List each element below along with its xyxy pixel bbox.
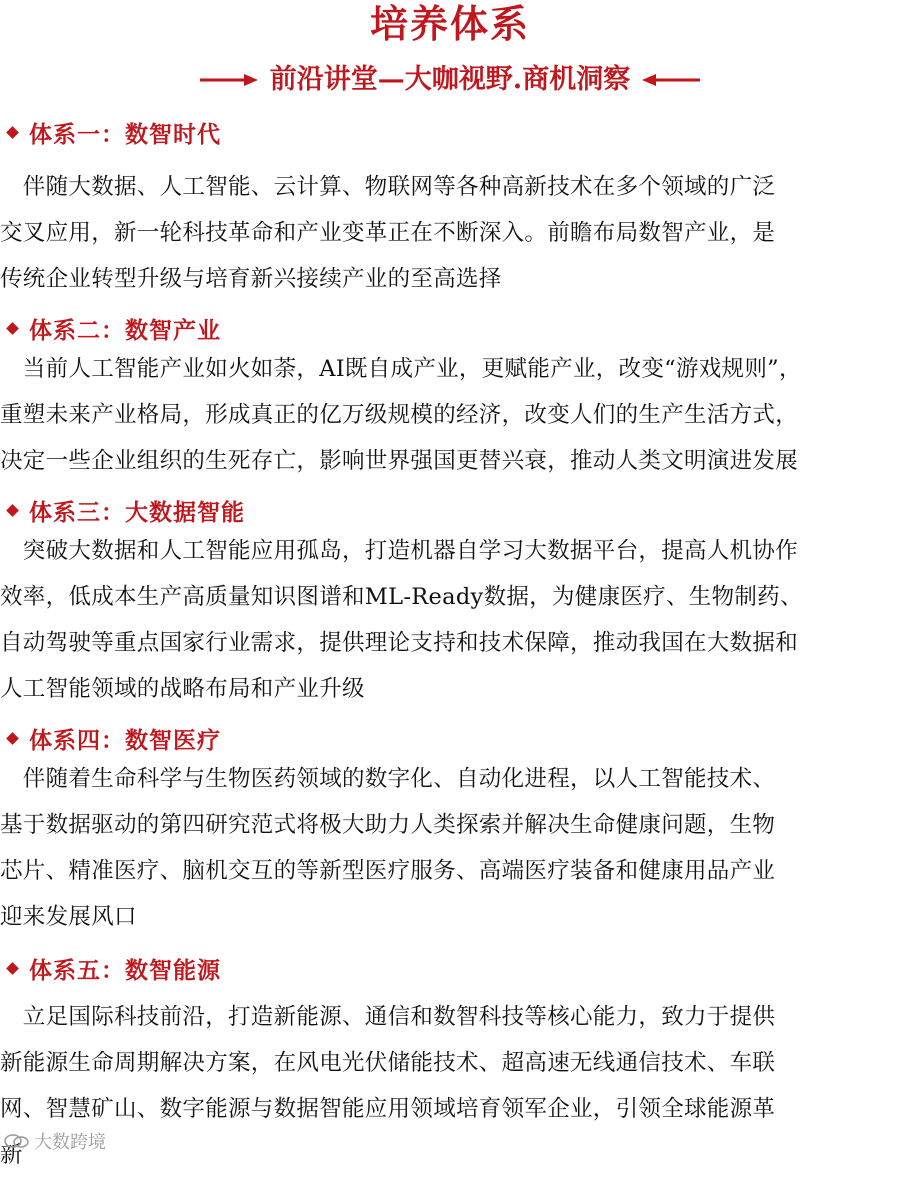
paragraph-line: 网、智慧矿山、数字能源与数据智能应用领域培育领军企业，引领全球能源革 [0, 1096, 776, 1122]
section-heading [0, 950, 900, 986]
subtitle-row [0, 60, 900, 100]
page-title: 培养体系 [369, 1, 530, 46]
page-subtitle: 前沿讲堂—大咖视野.商机洞察 [269, 64, 631, 95]
watermark-text: 大数跨境 [34, 1132, 106, 1153]
diamond-bullet-icon [6, 504, 19, 517]
paragraph-line: 传统企业转型升级与培育新兴接续产业的至高选择 [0, 266, 502, 292]
paragraph-line: 人工智能领域的战略布局和产业升级 [0, 676, 365, 702]
section-2 [0, 310, 900, 484]
arrow-right-icon [200, 73, 258, 87]
diamond-bullet-icon [6, 962, 19, 975]
section-5 [0, 950, 900, 1178]
section-heading-text: 体系二：数智产业 [29, 316, 221, 344]
diamond-bullet-icon [6, 126, 19, 139]
paragraph-line: 决定一些企业组织的生死存亡，影响世界强国更替兴衰，推动人类文明演进发展 [0, 448, 799, 474]
section-heading [0, 310, 900, 346]
diamond-bullet-icon [6, 732, 19, 745]
wechat-icon [4, 1133, 30, 1149]
section-heading [0, 492, 900, 528]
diamond-bullet-icon [6, 322, 19, 335]
section-heading [0, 720, 900, 756]
paragraph-line: 基于数据驱动的第四研究范式将极大助力人类探索并解决生命健康问题，生物 [0, 812, 776, 838]
paragraph-line: 自动驾驶等重点国家行业需求，提供理论支持和技术保障，推动我国在大数据和 [0, 630, 799, 656]
watermark [4, 1128, 106, 1154]
paragraph-line: 伴随着生命科学与生物医药领域的数字化、自动化进程，以人工智能技术、 [0, 766, 776, 792]
section-heading-text: 体系五：数智能源 [29, 956, 221, 984]
section-heading-text: 体系一：数智时代 [29, 120, 221, 148]
paragraph-line: 芯片、精准医疗、脑机交互的等新型医疗服务、高端医疗装备和健康用品产业 [0, 858, 776, 884]
section-1 [0, 114, 900, 302]
section-heading-text: 体系四：数智医疗 [29, 726, 221, 754]
section-4 [0, 720, 900, 940]
paragraph-line: 效率，低成本生产高质量知识图谱和ML-Ready数据，为健康医疗、生物制药、 [0, 584, 803, 610]
paragraph-line: 伴随大数据、人工智能、云计算、物联网等各种高新技术在多个领域的广泛 [0, 174, 776, 200]
section-heading [0, 114, 900, 150]
paragraph-line: 突破大数据和人工智能应用孤岛，打造机器自学习大数据平台，提高人机协作 [0, 538, 799, 564]
section-heading-text: 体系三：大数据智能 [29, 498, 245, 526]
paragraph-line: 立足国际科技前沿，打造新能源、通信和数智科技等核心能力，致力于提供 [0, 1004, 776, 1030]
section-3 [0, 492, 900, 712]
paragraph-line: 当前人工智能产业如火如荼，AI既自成产业，更赋能产业，改变“游戏规则”， [0, 356, 802, 382]
paragraph-line: 交叉应用，新一轮科技革命和产业变革正在不断深入。前瞻布局数智产业，是 [0, 220, 776, 246]
paragraph-line: 重塑未来产业格局，形成真正的亿万级规模的经济，改变人们的生产生活方式， [0, 402, 799, 428]
paragraph-line: 新 [0, 1142, 23, 1168]
paragraph-line: 新能源生命周期解决方案，在风电光伏储能技术、超高速无线通信技术、车联 [0, 1050, 776, 1076]
arrow-left-icon [642, 73, 700, 87]
paragraph-line: 迎来发展风口 [0, 904, 137, 930]
